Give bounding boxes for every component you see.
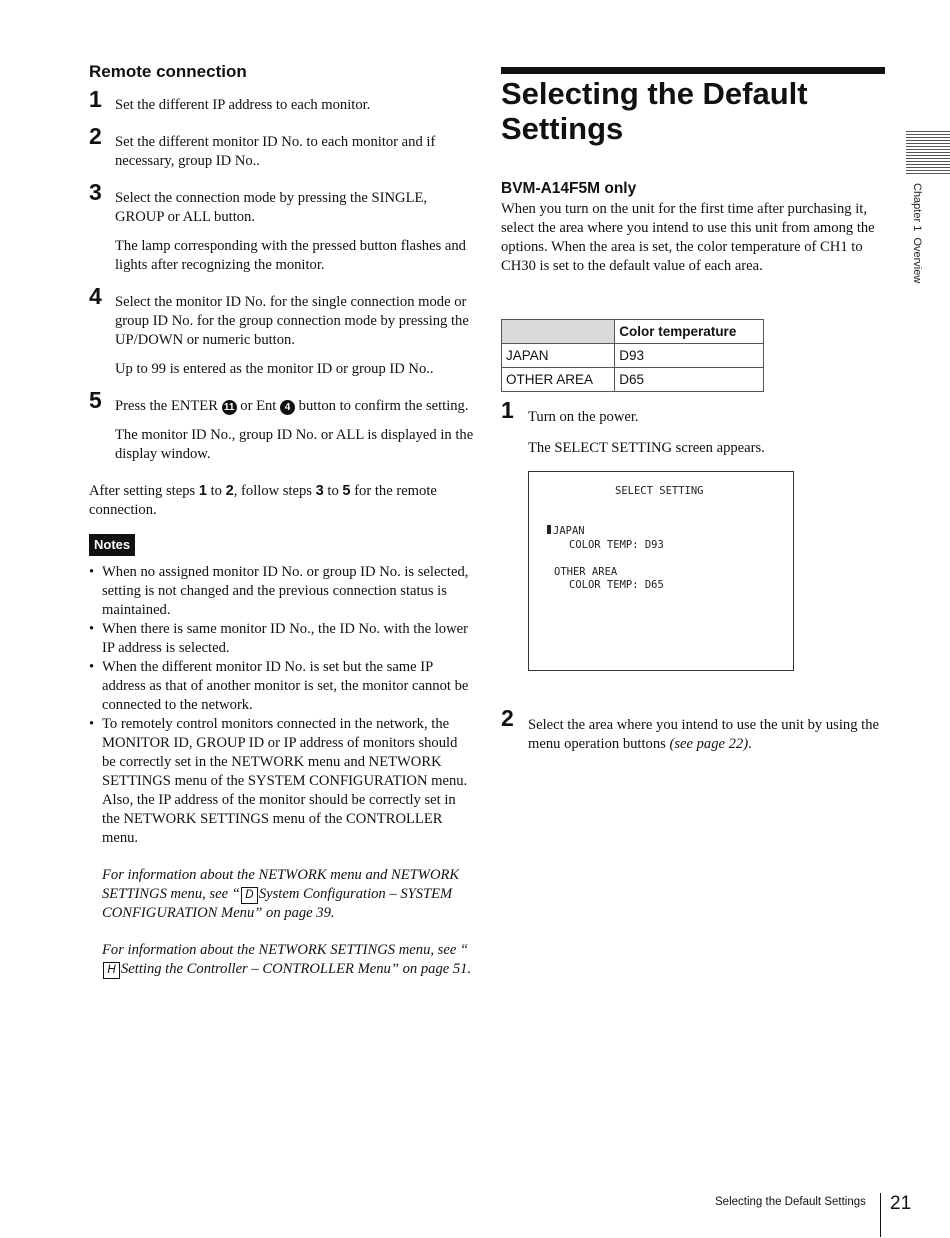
screen-option-japan-temp: COLOR TEMP: D93 [569,539,664,551]
page-title: Selecting the Default Settings [501,76,808,146]
step-1 [89,86,474,115]
ref-text: Setting the Controller – CONTROLLER Menu” on page 51. [121,961,472,977]
right-step-1 [501,397,885,458]
step-text-end: . [748,736,752,752]
screen-option-other: OTHER AREA [554,566,618,578]
color-temperature-table [501,319,764,392]
step-subtext: Up to 99 is entered as the monitor ID or group ID No.. [115,361,434,377]
step-text-b: or Ent [240,398,277,414]
table-row [502,344,764,368]
table-row [502,368,764,392]
ref-text: For information about the NETWORK menu and NETWORK SETTINGS menu, see “ [102,867,460,902]
chapter-tab-label [911,183,923,283]
remote-connection-heading: Remote connection [89,62,247,81]
ref-text: System Configuration – SYSTEM CONFIGURATION Menu” on page 39. [102,886,453,921]
step-subtext: The SELECT SETTING screen appears. [528,440,765,456]
step-text: Select the connection mode by pressing the SINGLE, GROUP or ALL button. [115,190,428,225]
footer-title: Selecting the Default Settings [715,1196,866,1208]
step-number: 1 [89,86,102,112]
screen-title: SELECT SETTING [615,485,704,497]
model-heading: BVM-A14F5M only [501,180,637,197]
footer-divider [880,1193,881,1237]
list-item: • To remotely control monitors connected in the network, the MONITOR ID, GROUP ID or IP address of monitors should be correctly set in the NETWORK menu and NETWORK SETTINGS menu of the SYSTEM CONFIGURATION menu. Also, the IP address of the monitor should be correctly set in the NETWORK SETTINGS menu of the CONTROLLER menu. [89,715,474,848]
table-header-blank [502,320,615,344]
reference-network-menu [89,866,474,923]
enter-button-icon: 11 [222,400,237,415]
step-number: 5 [89,387,102,413]
step-text: Turn on the power. [528,409,639,425]
table-cell-area: OTHER AREA [502,368,615,392]
after-text: for the remote connection. [89,483,437,518]
after-text: , follow steps [233,483,316,499]
list-item: • When no assigned monitor ID No. or group ID No. is selected, setting is not changed and the previous connection status is maintained. [89,563,474,620]
step-ref: 3 [315,483,324,499]
after-text: After setting steps [89,483,199,499]
select-setting-screen [528,471,794,671]
step-number: 4 [89,283,102,309]
page-reference: (see page 22) [669,736,749,752]
screen-option-other-temp: COLOR TEMP: D65 [569,579,664,591]
after-setting-paragraph [89,482,474,520]
step-5 [89,387,474,464]
table-cell-temp: D65 [615,368,764,392]
step-text [528,716,885,754]
step-2 [89,123,474,171]
step-text: Select the monitor ID No. for the single connection mode or group ID No. for the group connection mode by pressing the UP/DOWN or numeric button. [115,294,469,348]
ent-button-icon: 4 [280,400,295,415]
after-text: to [206,483,226,499]
cursor-icon [547,525,551,534]
notes-badge: Notes [89,534,135,556]
step-subtext: The lamp corresponding with the pressed button flashes and lights after recognizing the monitor. [115,238,466,273]
notes-list [89,563,474,848]
ref-text: For information about the NETWORK SETTINGS menu, see “ [102,942,469,958]
step-number: 2 [501,705,514,731]
screen-option-japan [547,525,585,538]
section-h-icon: H [103,962,120,979]
step-text [115,397,474,416]
notes-header [89,534,474,556]
after-text: to [323,483,343,499]
heading-rule [501,67,885,74]
option-label: JAPAN [553,525,585,537]
section-label: Overview [911,237,923,284]
table-header-color-temperature: Color temperature [615,320,764,344]
step-ref: 1 [198,483,207,499]
step-number: 2 [89,123,102,149]
section-d-icon: D [241,887,258,904]
step-number: 3 [89,179,102,205]
table-header-row [502,320,764,344]
list-item: • When there is same monitor ID No., the ID No. with the lower IP address is selected. [89,620,474,658]
step-text-main: Select the area where you intend to use the unit by using the menu operation buttons [528,717,879,752]
step-text-c: button to confirm the setting. [298,398,469,414]
step-4 [89,283,474,379]
step-ref: 5 [342,483,351,499]
table-cell-area: JAPAN [502,344,615,368]
step-subtext: The monitor ID No., group ID No. or ALL is displayed in the display window. [115,427,474,462]
step-number: 1 [501,397,514,423]
step-text: Set the different IP address to each monitor. [115,97,371,113]
table-cell-temp: D93 [615,344,764,368]
left-column [89,62,474,979]
list-item: • When the different monitor ID No. is set but the same IP address as that of another monitor is set, the monitor cannot be connected to the network. [89,658,474,715]
chapter-label: Chapter 1 [911,183,923,232]
intro-paragraph: When you turn on the unit for the first time after purchasing it, select the area where you intend to use this unit from among the options. When the area is set, the color temperature of CH1 to CH30 is set to the default value of each area. [501,201,875,274]
step-text: Set the different monitor ID No. to each monitor and if necessary, group ID No.. [115,134,436,169]
chapter-tab-stripes [906,131,950,175]
step-ref: 2 [225,483,234,499]
page-number: 21 [890,1193,912,1214]
right-step-2 [501,705,885,754]
step-3 [89,179,474,275]
reference-controller-menu [89,941,474,979]
step-text-a: Press the ENTER [115,398,218,414]
